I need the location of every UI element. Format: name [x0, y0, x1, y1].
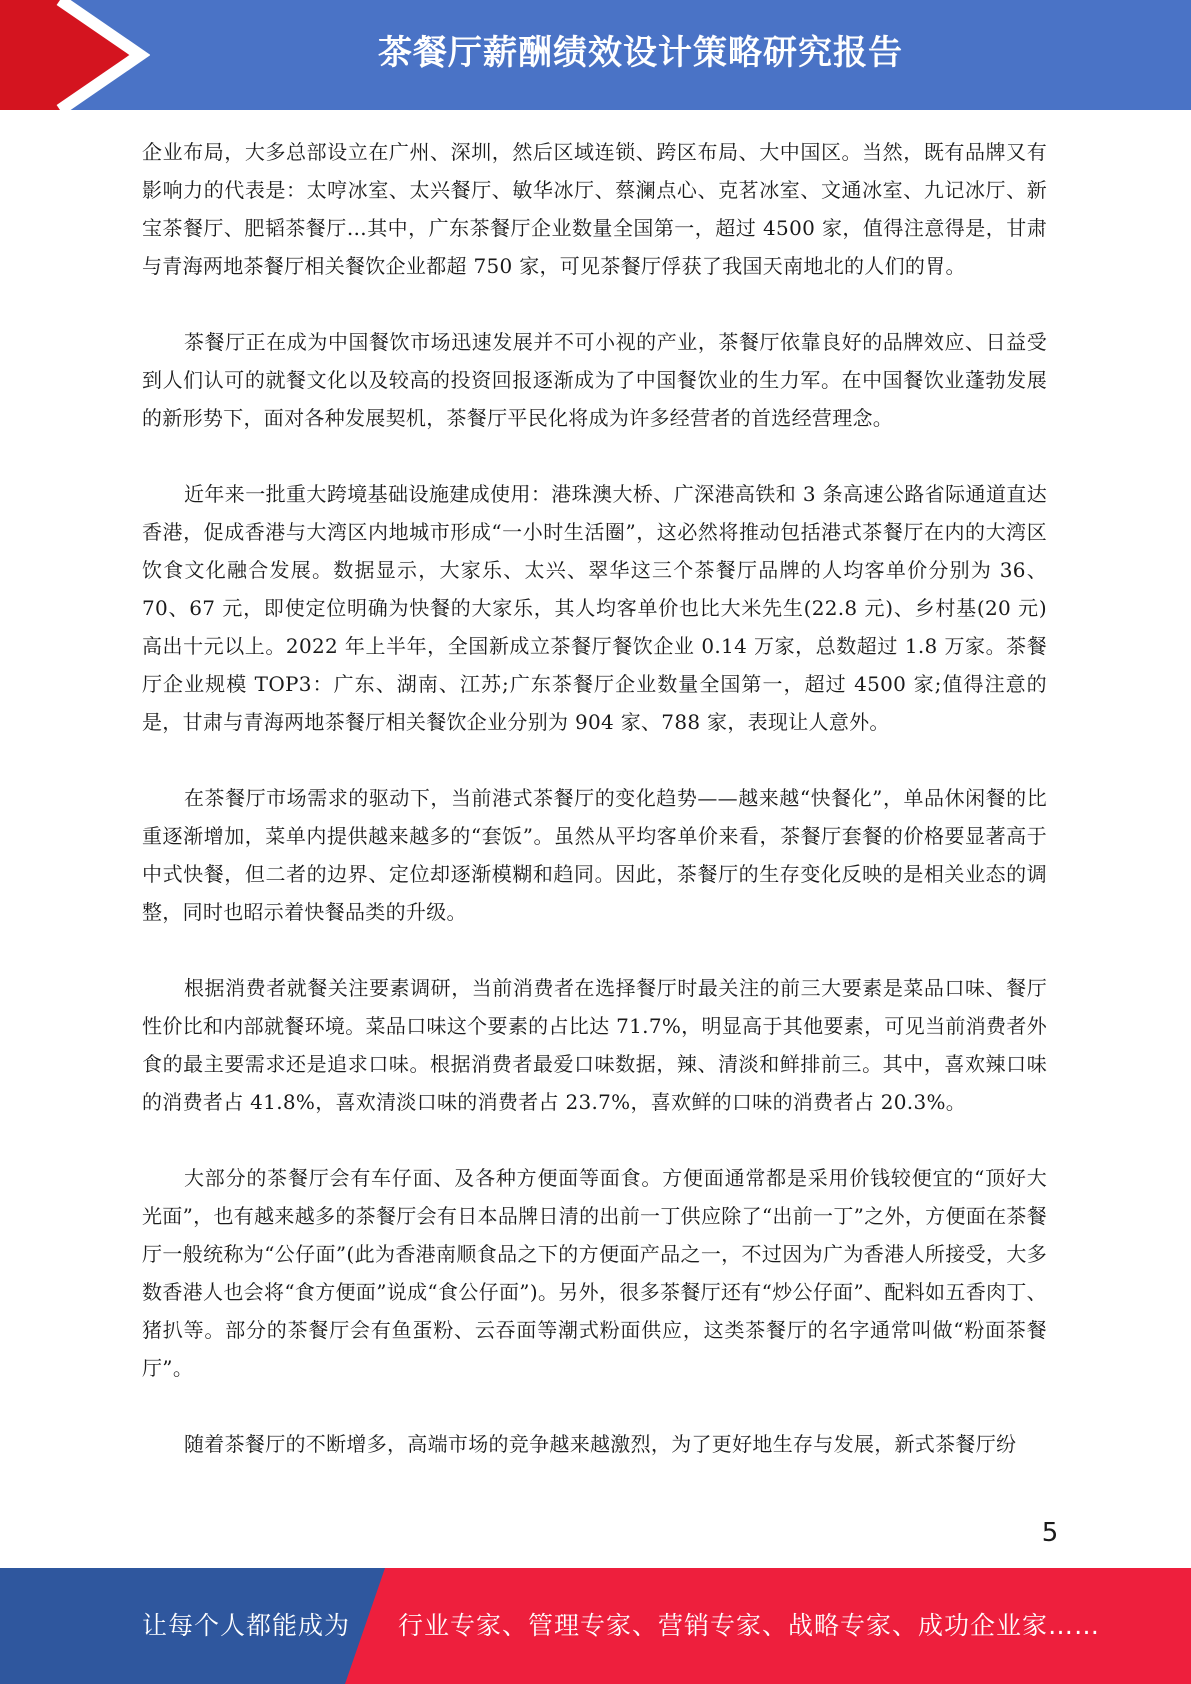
- paragraph-6: 大部分的茶餐厅会有车仔面、及各种方便面等面食。方便面通常都是采用价钱较便宜的“顶好大光面”，也有越来越多的茶餐厅会有日本品牌日清的出前一丁供应除了“出前一丁”之外，方便面在茶餐厅一般统称为“公仔面”(此为香港南顺食品之下的方便面产品之一，不过因为广为香港人所接受，大多数香港人也会将“食方便面”说成“食公仔面”)。另外，很多茶餐厅还有“炒公仔面”、配料如五香肉丁、猪扒等。部分的茶餐厅会有鱼蛋粉、云吞面等潮式粉面供应，这类茶餐厅的名字通常叫做“粉面茶餐厅”。: [142, 1166, 1047, 1380]
- header-red-chevron-icon: [0, 0, 150, 110]
- paragraph-1: 企业布局，大多总部设立在广州、深圳，然后区域连锁、跨区布局、大中国区。当然，既有品牌又有影响力的代表是：太哼冰室、太兴餐厅、敏华冰厅、蔡澜点心、克茗冰室、文通冰室、九记冰厅、新宝茶餐厅、肥韬茶餐厅…其中，广东茶餐厅企业数量全国第一，超过 4500 家，值得注意得是，甘肃与青海两地茶餐厅相关餐饮企业都超 750 家，可见茶餐厅俘获了我国天南地北的人们的胃。: [142, 140, 1047, 278]
- footer-slogan-right: 行业专家、管理专家、营销专家、战略专家、成功企业家……: [398, 1611, 1101, 1640]
- footer-slogan-left: 让每个人都能成为: [142, 1611, 351, 1640]
- report-body: [142, 133, 1047, 1501]
- header-banner: [0, 0, 1191, 110]
- paragraph-5: 根据消费者就餐关注要素调研，当前消费者在选择餐厅时最关注的前三大要素是菜品口味、餐厅性价比和内部就餐环境。菜品口味这个要素的占比达 71.7%，明显高于其他要素，可见当前消费者外食的最主要需求还是追求口味。根据消费者最爱口味数据，辣、清淡和鲜排前三。其中，喜欢辣口味的消费者占 41.8%，喜欢清淡口味的消费者占 23.7%，喜欢鲜的口味的消费者占 20.3%。: [142, 976, 1047, 1114]
- paragraph-7: 随着茶餐厅的不断增多，高端市场的竞争越来越激烈，为了更好地生存与发展，新式茶餐厅纷: [184, 1432, 1017, 1456]
- footer-banner: [0, 1568, 1191, 1684]
- document-title: 茶餐厅薪酬绩效设计策略研究报告: [378, 33, 903, 73]
- paragraph-2: 茶餐厅正在成为中国餐饮市场迅速发展并不可小视的产业，茶餐厅依靠良好的品牌效应、日益受到人们认可的就餐文化以及较高的投资回报逐渐成为了中国餐饮业的生力军。在中国餐饮业蓬勃发展的新形势下，面对各种发展契机，茶餐厅平民化将成为许多经营者的首选经营理念。: [142, 330, 1047, 430]
- paragraph-4: 在茶餐厅市场需求的驱动下，当前港式茶餐厅的变化趋势——越来越“快餐化”，单品休闲餐的比重逐渐增加，菜单内提供越来越多的“套饭”。虽然从平均客单价来看，茶餐厅套餐的价格要显著高于中式快餐，但二者的边界、定位却逐渐模糊和趋同。因此，茶餐厅的生存变化反映的是相关业态的调整，同时也昭示着快餐品类的升级。: [142, 786, 1047, 924]
- page-number: 5: [1041, 1518, 1059, 1548]
- paragraph-3: 近年来一批重大跨境基础设施建成使用：港珠澳大桥、广深港高铁和 3 条高速公路省际通道直达香港，促成香港与大湾区内地城市形成“一小时生活圈”，这必然将推动包括港式茶餐厅在内的大湾区饮食文化融合发展。数据显示，大家乐、太兴、翠华这三个茶餐厅品牌的人均客单价分别为 36、70、67 元，即使定位明确为快餐的大家乐，其人均客单价也比大米先生(22.8 元)、乡村基(20 元)高出十元以上。2022 年上半年，全国新成立茶餐厅餐饮企业 0.14 万家，总数超过 1.8 万家。茶餐厅企业规模 TOP3：广东、湖南、江苏;广东茶餐厅企业数量全国第一，超过 4500 家;值得注意的是，甘肃与青海两地茶餐厅相关餐饮企业分别为 904 家、788 家，表现让人意外。: [142, 482, 1047, 734]
